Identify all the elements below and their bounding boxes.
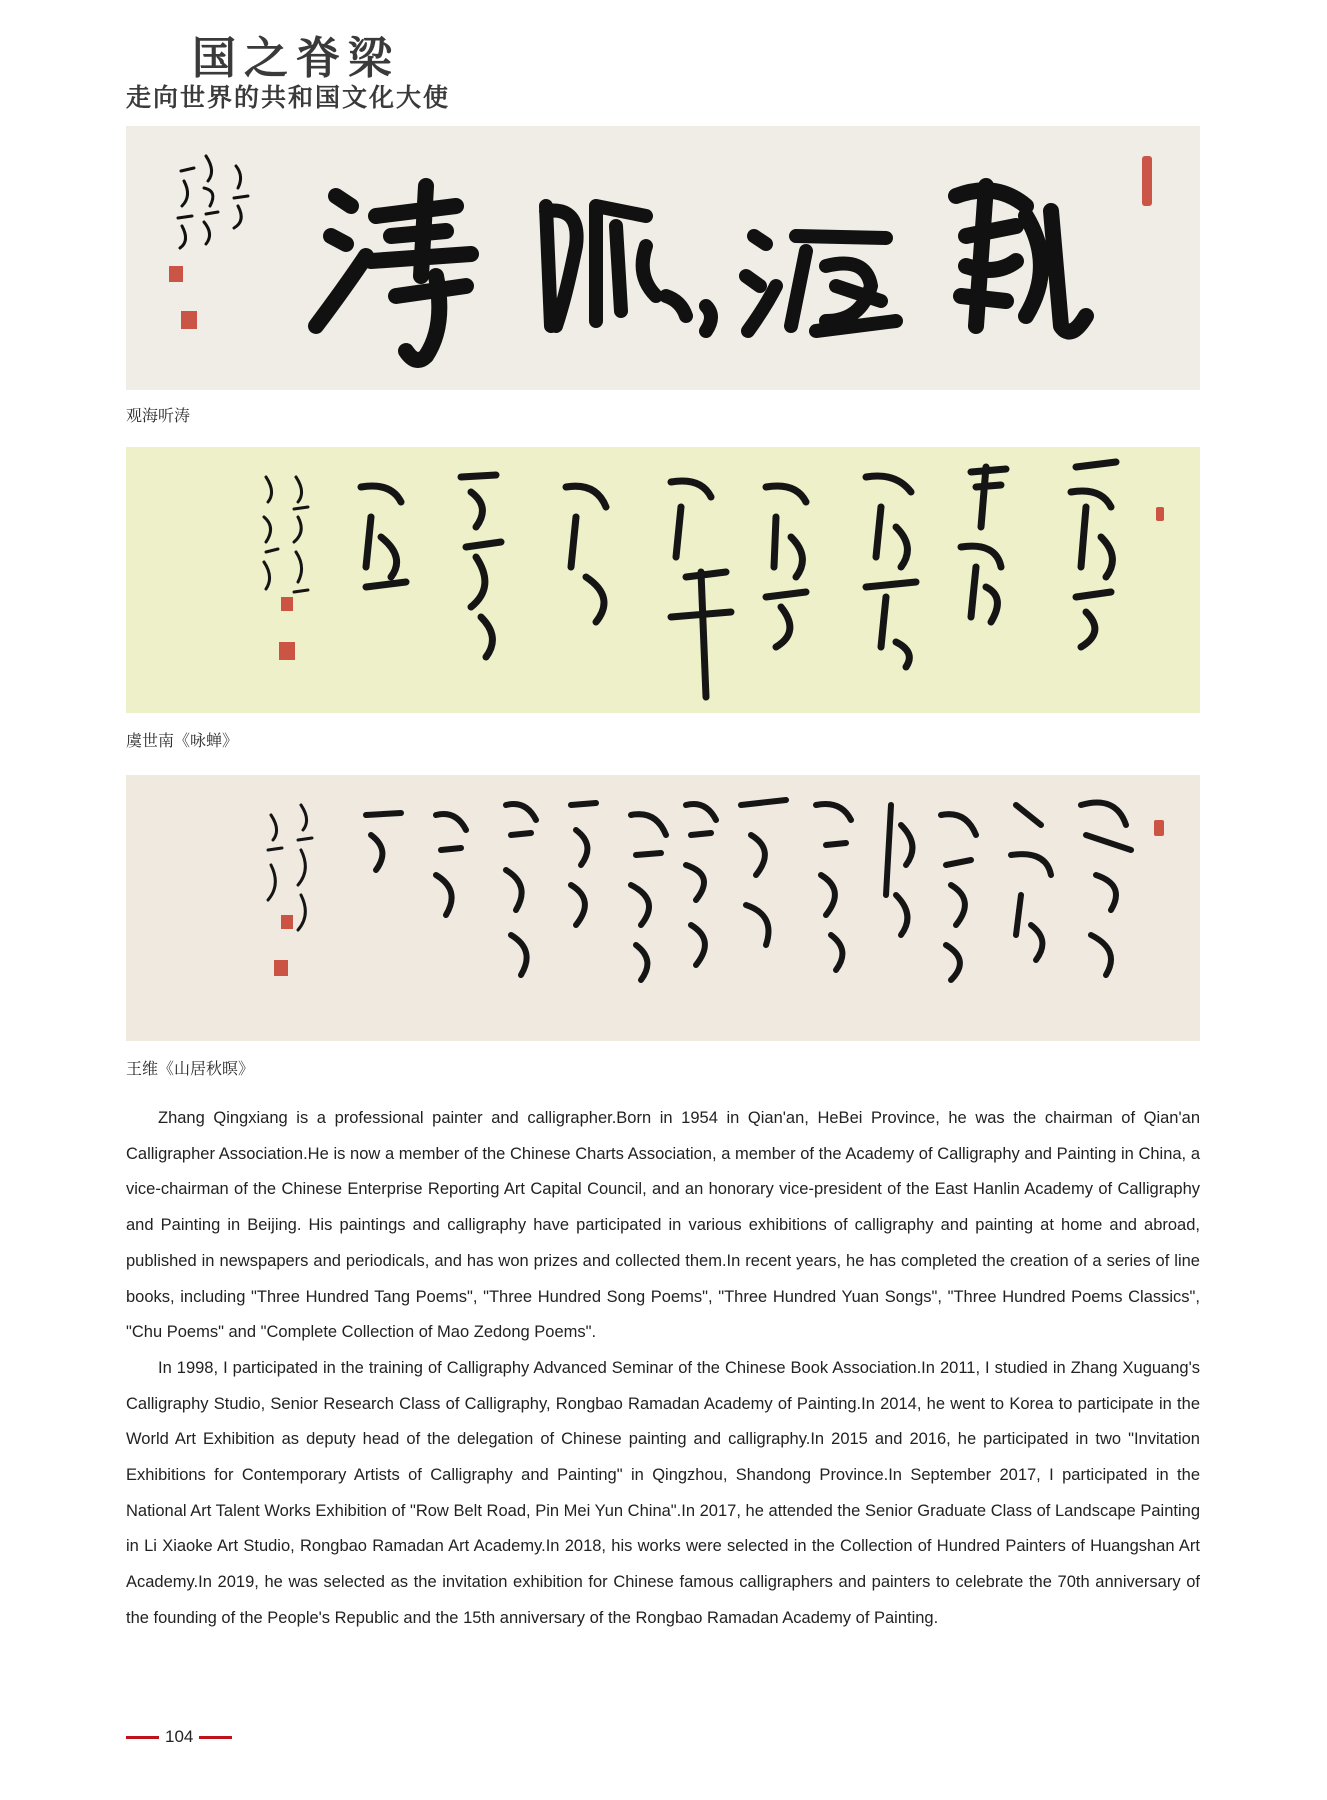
page-number-rule-left [126, 1736, 159, 1739]
calligraphy-artwork-3 [126, 775, 1200, 1041]
artwork-caption-1: 观海听涛 [126, 408, 191, 425]
page-number: 104 [165, 1727, 194, 1746]
biography-text [126, 1101, 1200, 1637]
calligraphy-image-2 [126, 447, 1200, 713]
artwork-caption-2: 虞世南《咏蝉》 [126, 733, 239, 750]
artwork-caption-3: 王维《山居秋暝》 [126, 1061, 255, 1078]
calligraphy-image-1 [126, 126, 1200, 390]
page-title: 国之脊梁 [192, 33, 400, 84]
calligraphy-artwork-2 [126, 447, 1200, 713]
biography-paragraph: In 1998, I participated in the training of Calligraphy Advanced Seminar of the Chinese Book Association.In 2011, I studied in Zhang Xuguang's Calligraphy Studio, Senior Research Class of Calligraphy, Rongbao Ramadan Academy of Painting.In 2014, he went to Korea to participate in the World Art Exhibition as deputy head of the delegation of Chinese painting and calligraphy.In 2015 and 2016, he participated in two "Invitation Exhibitions for Contemporary Artists of Calligraphy and Painting" in Qingzhou, Shandong Province.In September 2017, I participated in the National Art Talent Works Exhibition of "Row Belt Road, Pin Mei Yun China".In 2017, he attended the Senior Graduate Class of Landscape Painting in Li Xiaoke Art Studio, Rongbao Ramadan Art Academy.In 2018, his works were selected in the Collection of Hundred Painters of Huangshan Art Academy.In 2019, he was selected as the invitation exhibition for Chinese famous calligraphers and painters to celebrate the 70th anniversary of the founding of the People's Republic and the 15th anniversary of the Rongbao Ramadan Academy of Painting. [126, 1358, 1200, 1627]
biography-paragraph: Zhang Qingxiang is a professional painter and calligrapher.Born in 1954 in Qian'an, HeBei Province, he was the chairman of Qian'an Calligrapher Association.He is now a member of the Chinese Charts Association, a member of the Academy of Calligraphy and Painting in China, a vice-chairman of the Chinese Enterprise Reporting Art Capital Council, and an honorary vice-president of the East Hanlin Academy of Calligraphy and Painting in Beijing. His paintings and calligraphy have participated in various exhibitions of calligraphy and painting at home and abroad, published in newspapers and periodicals, and has won prizes and collected them.In recent years, he has completed the creation of a series of line books, including "Three Hundred Tang Poems", "Three Hundred Song Poems", "Three Hundred Yuan Songs", "Three Hundred Poems Classics", "Chu Poems" and "Complete Collection of Mao Zedong Poems". [126, 1109, 1200, 1342]
calligraphy-image-3 [126, 775, 1200, 1041]
calligraphy-artwork-1 [126, 126, 1200, 390]
page-number-rule-right [199, 1736, 232, 1739]
page-footer [126, 1727, 232, 1747]
page-subtitle: 走向世界的共和国文化大使 [126, 83, 451, 112]
